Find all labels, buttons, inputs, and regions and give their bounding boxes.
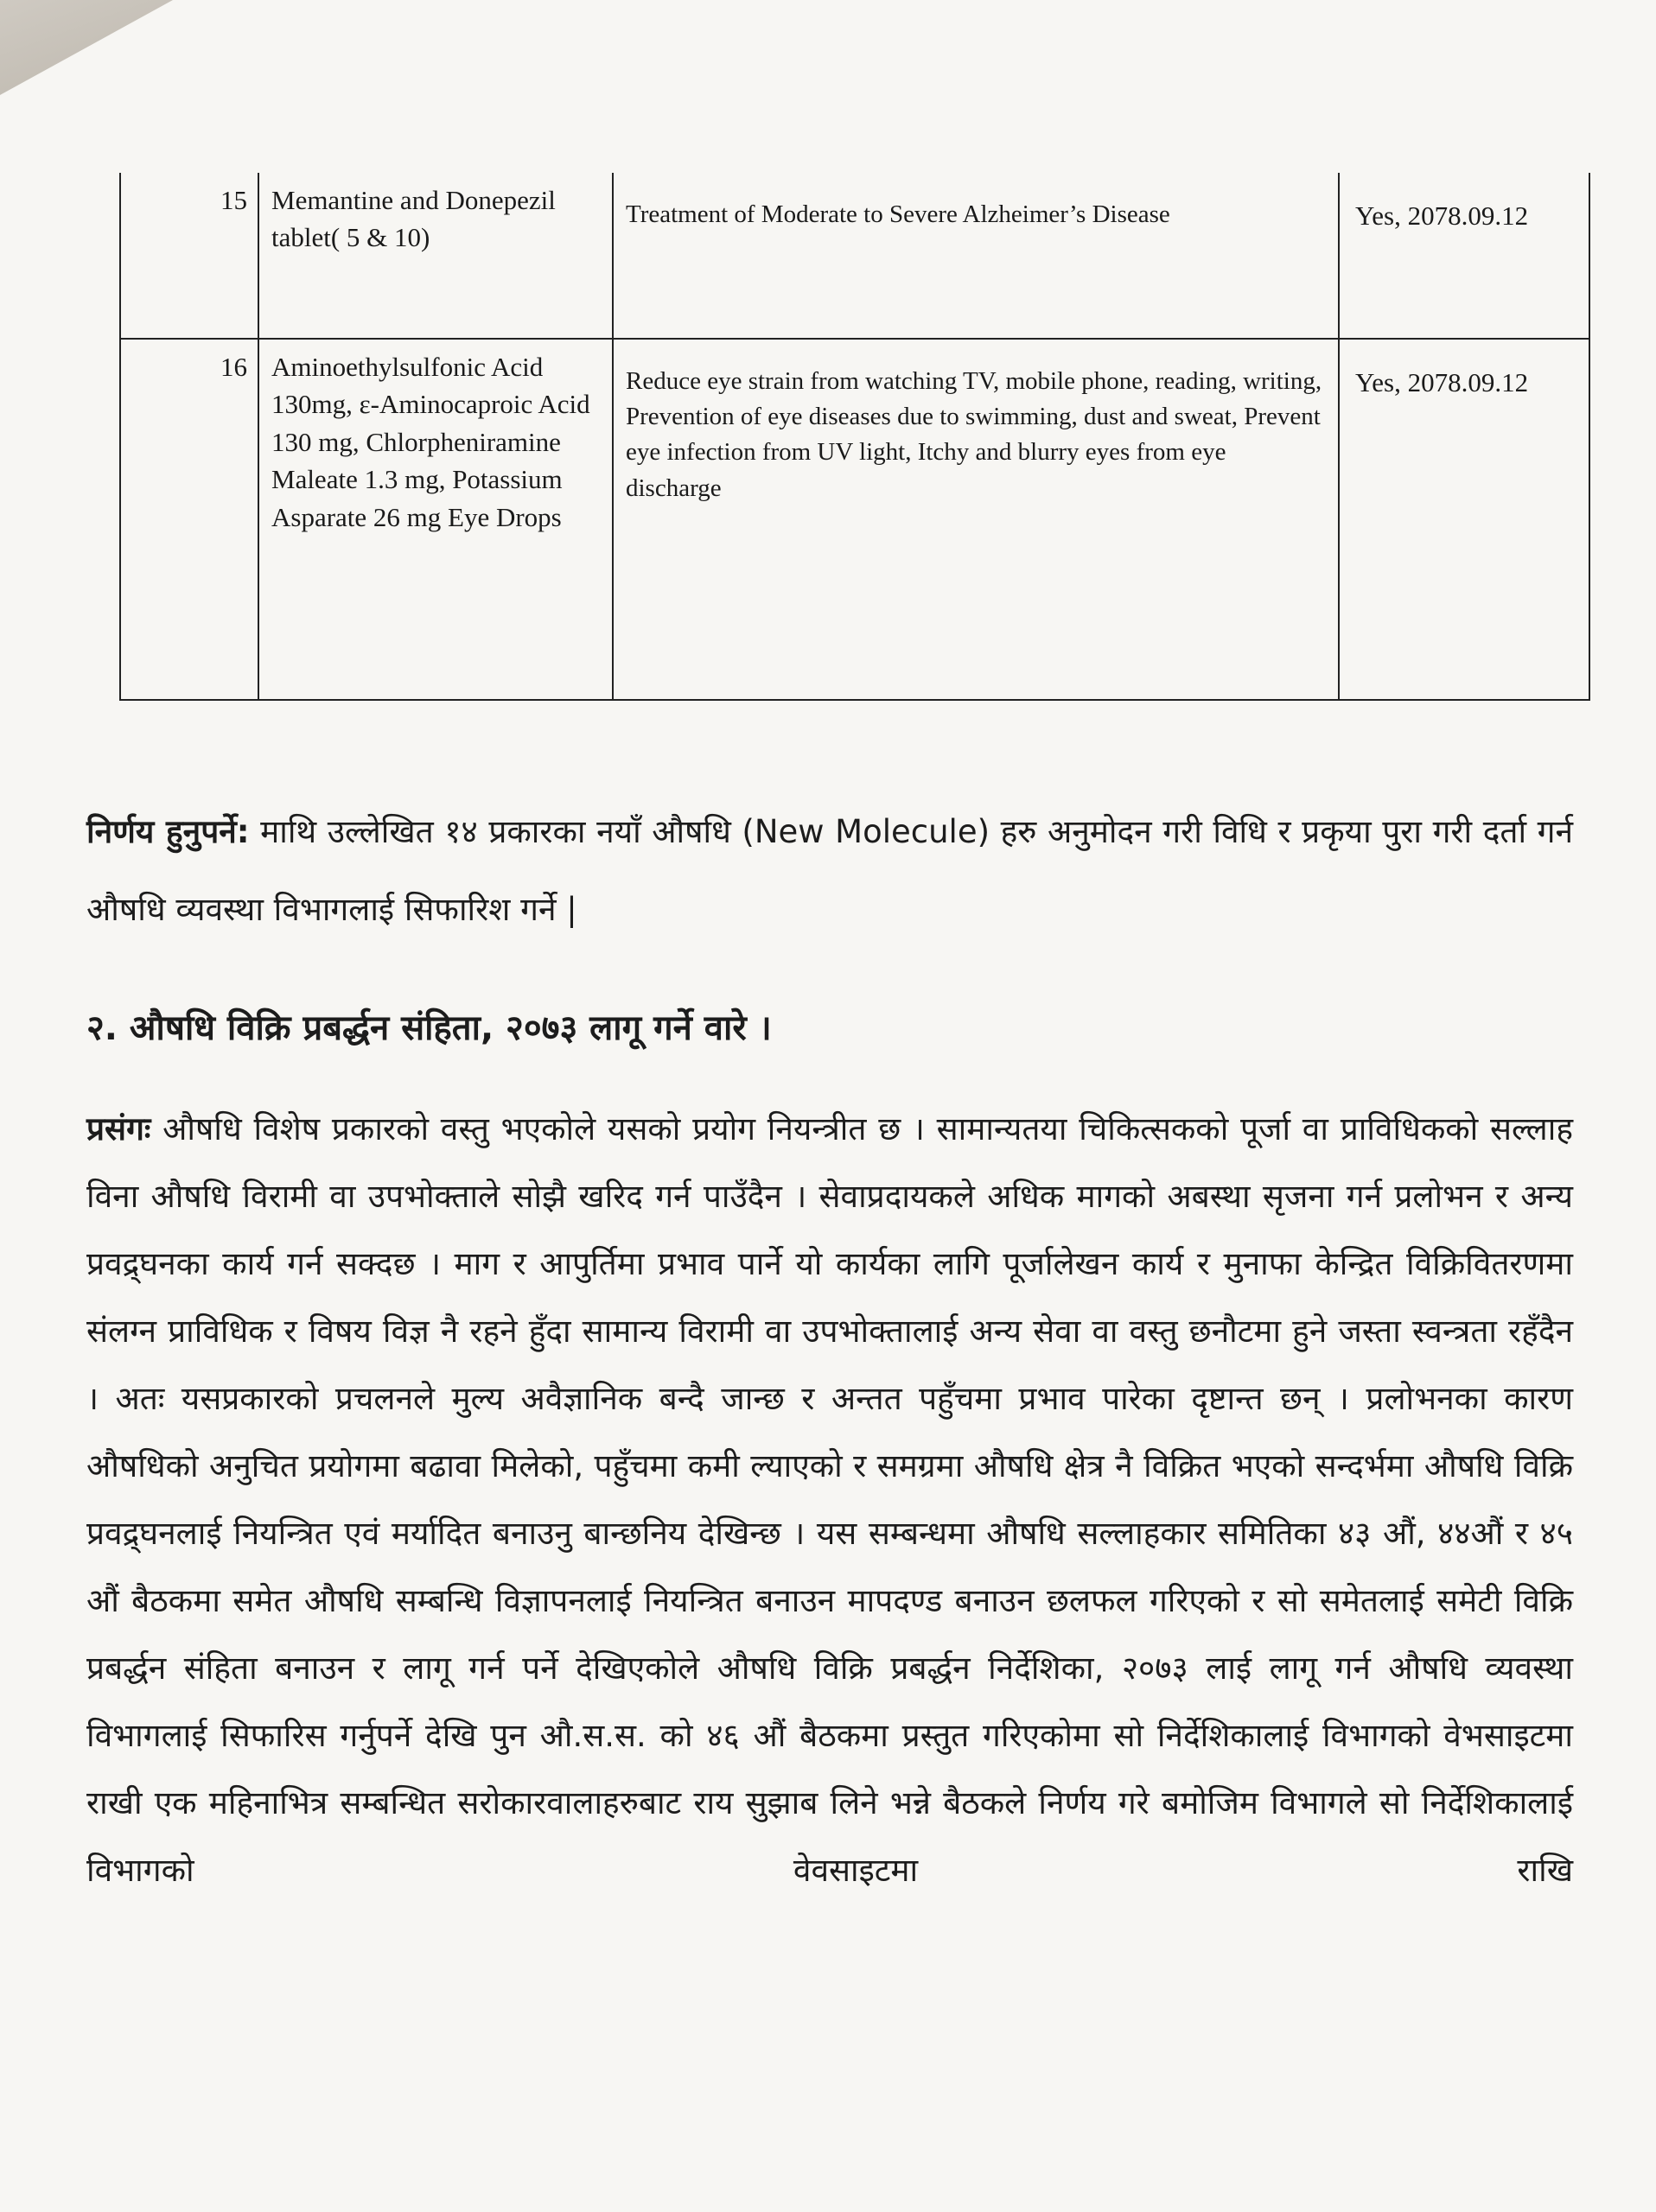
decision-paragraph (86, 793, 1573, 949)
context-text: औषधि विशेष प्रकारको वस्तु भएकोले यसको प्रयोग नियन्त्रीत छ । सामान्यतया चिकित्सकको पूर्जा वा प्राविधिकको सल्लाह विना औषधि विरामी वा उपभोक्ताले सोझै खरिद गर्न पाउँदैन । सेवाप्रदायकले अधिक मागको अबस्था सृजना गर्न प्रलोभन र अन्य प्रवद्र्घनका कार्य गर्न सक्दछ । माग र आपुर्तिमा प्रभाव पार्ने यो कार्यका लागि पूर्जालेखन कार्य र मुनाफा केन्द्रित विक्रिवितरणमा संलग्न प्राविधिक र विषय विज्ञ नै रहने हुँदा सामान्य विरामी वा उपभोक्तालाई अन्य सेवा वा वस्तु छनौटमा हुने जस्ता स्वन्त्रता रहँदैन । अतः यसप्रकारको प्रचलनले मुल्य अवैज्ञानिक बन्दै जान्छ र अन्तत पहुँचमा प्रभाव पारेका दृष्टान्त छन् । प्रलोभनका कारण औषधिको अनुचित प्रयोगमा बढावा मिलेको, पहुँचमा कमी ल्याएको र समग्रमा औषधि क्षेत्र नै विक्रित भएको सन्दर्भमा औषधि विक्रि प्रवद्र्घनलाई नियन्त्रित एवं मर्यादित बनाउनु बान्छनिय देखिन्छ । यस सम्बन्धमा औषधि सल्लाहकार समितिका ४३ औं, ४४औं र ४५ औं बैठकमा समेत औषधि सम्बन्धि विज्ञापनलाई नियन्त्रित बनाउन मापदण्ड बनाउन छलफल गरिएको र सो समेतलाई समेटी विक्रि प्रबर्द्धन संहिता बनाउन र लागू गर्न पर्ने देखिएकोले औषधि विक्रि प्रबर्द्धन निर्देशिका, २०७३ लाई लागू गर्न औषधि व्यवस्था विभागलाई सिफारिस गर्नुपर्ने देखि पुन औ.स.स. को ४६ औं बैठकमा प्रस्तुत गरिएकोमा सो निर्देशिकालाई विभागको वेभसाइटमा राखी एक महिनाभित्र सम्बन्धित सरोकारवालाहरुबाट राय सुझाब लिने भन्ने बैठकले निर्णय गरे बमोजिम विभागले सो निर्देशिकालाई विभागको वेवसाइटमा राखि (86, 1110, 1573, 1889)
context-paragraph (86, 1096, 1573, 1904)
decision-text: माथि उल्लेखित १४ प्रकारका नयाँ औषधि (New Molecule) हरु अनुमोदन गरी विधि र प्रकृया पुरा गरी दर्ता गर्न औषधि व्यवस्था विभागलाई सिफारिश गर्ने | (86, 813, 1574, 928)
medicine-indication: Reduce eye strain from watching TV, mobile phone, reading, writing, Prevention of eye diseases due to swimming, dust and sweat, Prevent eye infection from UV light, Itchy and blurry eyes from eye discharge (613, 339, 1339, 700)
decision-label: निर्णय हुनुपर्ने: (86, 813, 250, 850)
medicine-table (119, 173, 1590, 701)
table-row (120, 339, 1589, 700)
medicine-name: Memantine and Donepezil tablet( 5 & 10) (258, 173, 613, 339)
medicine-name: Aminoethylsulfonic Acid 130mg, ε-Aminocaproic Acid 130 mg, Chlorpheniramine Maleate 1.3 mg, Potassium Asparate 26 mg Eye Drops (258, 339, 613, 700)
row-number: 16 (120, 339, 258, 700)
section-heading: २. औषधि विक्रि प्रबर्द्धन संहिता, २०७३ लागू गर्ने वारे । (86, 1008, 772, 1048)
table-row (120, 173, 1589, 339)
approval-status: Yes, 2078.09.12 (1339, 173, 1589, 339)
medicine-indication: Treatment of Moderate to Severe Alzheimer’s Disease (613, 173, 1339, 339)
context-label: प्रसंगः (86, 1110, 151, 1147)
row-number: 15 (120, 173, 258, 339)
approval-status: Yes, 2078.09.12 (1339, 339, 1589, 700)
